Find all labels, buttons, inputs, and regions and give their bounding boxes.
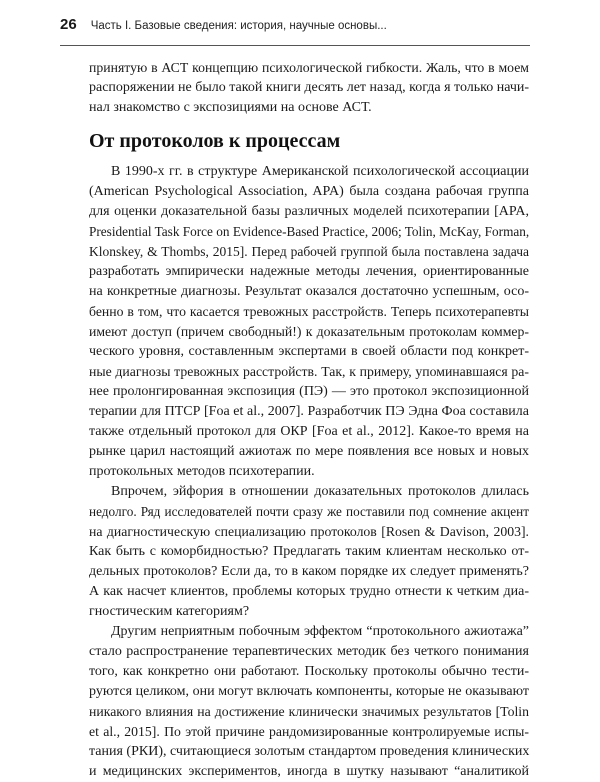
text-line: (American Psychological Association, APA) была создана рабочая группа	[89, 184, 529, 199]
text-line: гностическим категориям?	[89, 604, 250, 619]
running-title: Часть I. Базовые сведения: история, научные основы...	[90, 20, 387, 32]
text-line: имеют доступ (причем свободный!) к доказательным протоколам коммер-	[89, 324, 529, 339]
text-line: ные диагнозы тревожных расстройств. Так, к примеру, упоминавшаяся ра-	[89, 364, 529, 379]
text-line: В 1990-х гг. в структуре Американской психологической ассоциации	[111, 164, 529, 179]
paragraph	[89, 482, 529, 622]
text-line: для оценки доказательной базы различных моделей психотерапии [APA,	[89, 204, 529, 219]
text-line: терапии для ПТСР [Foa et al., 2007]. Разработчик ПЭ Эдна Фоа составила	[89, 404, 529, 419]
paragraph	[89, 622, 529, 782]
text-line: дельных протоколов? Если да, то в каком порядке их следует применять?	[89, 564, 529, 579]
text-line: разработать эмпирически надежные методы лечения, ориентированные	[89, 264, 529, 279]
text-line: недолго. Ряд исследователей почти сразу же поставили под сомнение акцент	[89, 504, 529, 519]
header-rule	[60, 45, 530, 46]
text-line: протокольных методов психотерапии.	[89, 464, 315, 479]
text-line: того, как конкретно они работают. Поскольку протоколы обычно тести-	[89, 664, 529, 679]
text-line: рынке царил настоящий ажиотаж по мере появления все новых и новых	[89, 444, 529, 459]
text-line: Другим неприятным побочным эффектом “протокольного ажиотажа”	[111, 624, 529, 639]
text-line: распоряжении не было такой книги десять лет назад, когда я только начи-	[89, 80, 530, 95]
text-line: бенно в том, что касается тревожных расстройств. Теперь психотерапевты	[89, 304, 529, 319]
text-line: руются целиком, они могут включать компоненты, которые не оказывают	[89, 684, 529, 699]
text-line: Как быть с коморбидностью? Предлагать таким клиентам несколько от-	[89, 544, 529, 559]
text-line: ческого уровня, составленным экспертами в своей области под конкрет-	[89, 344, 529, 359]
page-number: 26	[60, 16, 77, 33]
text-line: Presidential Task Force on Evidence-Based Practice, 2006; Tolin, McKay, Forman,	[89, 224, 530, 239]
text-line: тания (РКИ), считающиеся золотым стандартом проведения клинических	[89, 744, 530, 759]
paragraph	[89, 162, 529, 482]
text-line: et al., 2015]. По этой причине рандомизированные контролируемые испы-	[89, 724, 529, 739]
text-line: нал знакомство с экспозициями на основе АСТ.	[89, 100, 372, 115]
text-line: А как насчет клиентов, проблемы которых трудно отнести к четким диа-	[89, 584, 529, 599]
text-line: принятую в АСТ концепцию психологической гибкости. Жаль, что в моем	[89, 60, 529, 75]
running-head	[60, 16, 560, 33]
text-line: Klonskey, & Thombs, 2015]. Перед рабочей группой была поставлена задача	[89, 244, 529, 259]
text-line: на конкретные диагнозы. Результат оказался достаточно успешным, осо-	[89, 284, 529, 299]
carryover-paragraph	[89, 58, 529, 118]
text-line: нее пролонгированная экспозиция (ПЭ) — это протокол экспозиционной	[89, 384, 529, 399]
text-line: никакого влияния на достижение клинически значимых результатов [Tolin	[89, 704, 529, 719]
text-line: и медицинских экспериментов, иногда в шутку называют “аналитикой	[89, 764, 529, 779]
text-line: Впрочем, эйфория в отношении доказательных протоколов длилась	[111, 484, 529, 499]
section-body	[89, 162, 529, 782]
text-line: также отдельный протокол для ОКР [Foa et al., 2012]. Какое-то время на	[89, 424, 529, 439]
text-line: стало распространение терапевтических методик без четкого понимания	[89, 644, 529, 659]
section-heading: От протоколов к процессам	[89, 130, 341, 152]
text-line: на диагностическую специализацию протоколов [Rosen & Davison, 2003].	[89, 524, 529, 539]
